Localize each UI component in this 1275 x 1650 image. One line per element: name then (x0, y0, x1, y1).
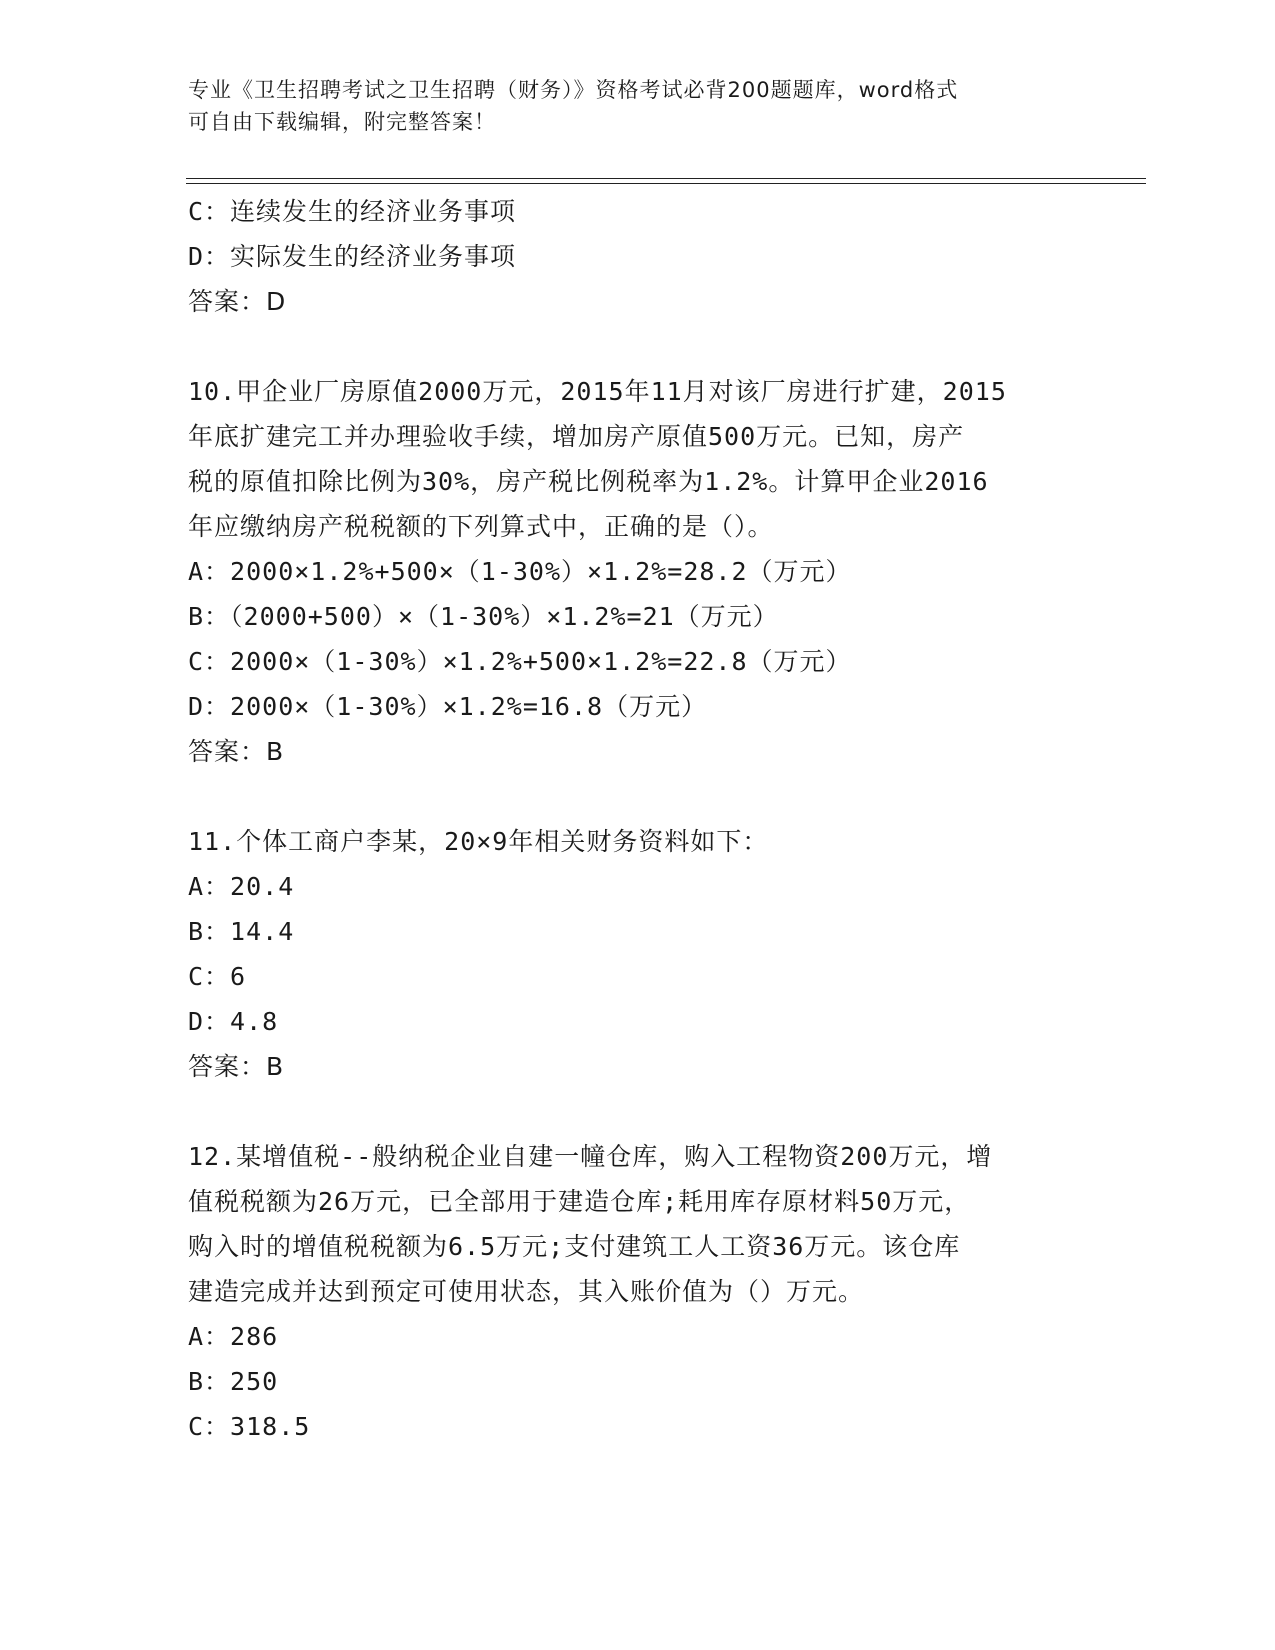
option-c: C：318.5 (188, 1412, 311, 1441)
question-stem-line: 购入时的增值税税额为6.5万元;支付建筑工人工资36万元。该仓库 (188, 1232, 961, 1261)
option-c: C：6 (188, 962, 247, 991)
question-stem-line: 年底扩建完工并办理验收手续，增加房产原值500万元。已知，房产 (188, 422, 965, 451)
question-stem-line: 11.个体工商户李某，20×9年相关财务资料如下： (188, 827, 769, 856)
question-9-tail (188, 189, 1088, 324)
header-divider-bottom (186, 183, 1146, 184)
document-header (188, 74, 1068, 138)
question-content (188, 189, 1088, 1449)
option-b: B：（2000+500）×（1-30%）×1.2%=21（万元） (188, 602, 779, 631)
question-stem-line: 年应缴纳房产税税额的下列算式中，正确的是（）。 (188, 512, 774, 541)
option-b: B：250 (188, 1367, 279, 1396)
option-a: A：2000×1.2%+500×（1-30%）×1.2%=28.2（万元） (188, 557, 852, 586)
option-a: A：286 (188, 1322, 279, 1351)
question-10 (188, 369, 1088, 774)
option-d: D：实际发生的经济业务事项 (188, 242, 517, 271)
answer-label: 答案：D (188, 287, 287, 316)
question-stem-line: 建造完成并达到预定可使用状态，其入账价值为（）万元。 (188, 1277, 865, 1306)
spacer (188, 1089, 1088, 1134)
answer-label: 答案：B (188, 1052, 285, 1081)
header-divider-top (186, 178, 1146, 179)
option-d: D：4.8 (188, 1007, 279, 1036)
option-a: A：20.4 (188, 872, 295, 901)
spacer (188, 774, 1088, 819)
option-d: D：2000×（1-30%）×1.2%=16.8（万元） (188, 692, 708, 721)
option-c: C：连续发生的经济业务事项 (188, 197, 517, 226)
question-stem-line: 12.某增值税--般纳税企业自建一幢仓库，购入工程物资200万元，增 (188, 1142, 993, 1171)
question-stem-line: 10.甲企业厂房原值2000万元，2015年11月对该厂房进行扩建，2015 (188, 377, 1007, 406)
answer-label: 答案：B (188, 737, 285, 766)
option-b: B：14.4 (188, 917, 295, 946)
question-12 (188, 1134, 1088, 1449)
header-title-line-1: 专业《卫生招聘考试之卫生招聘（财务）》资格考试必背200题题库，word格式 (188, 78, 959, 102)
question-stem-line: 税的原值扣除比例为30%，房产税比例税率为1.2%。计算甲企业2016 (188, 467, 989, 496)
header-title-line-2: 可自由下载编辑，附完整答案！ (188, 110, 496, 134)
spacer (188, 324, 1088, 369)
question-stem-line: 值税税额为26万元，已全部用于建造仓库;耗用库存原材料50万元， (188, 1187, 971, 1216)
option-c: C：2000×（1-30%）×1.2%+500×1.2%=22.8（万元） (188, 647, 852, 676)
question-11 (188, 819, 1088, 1089)
